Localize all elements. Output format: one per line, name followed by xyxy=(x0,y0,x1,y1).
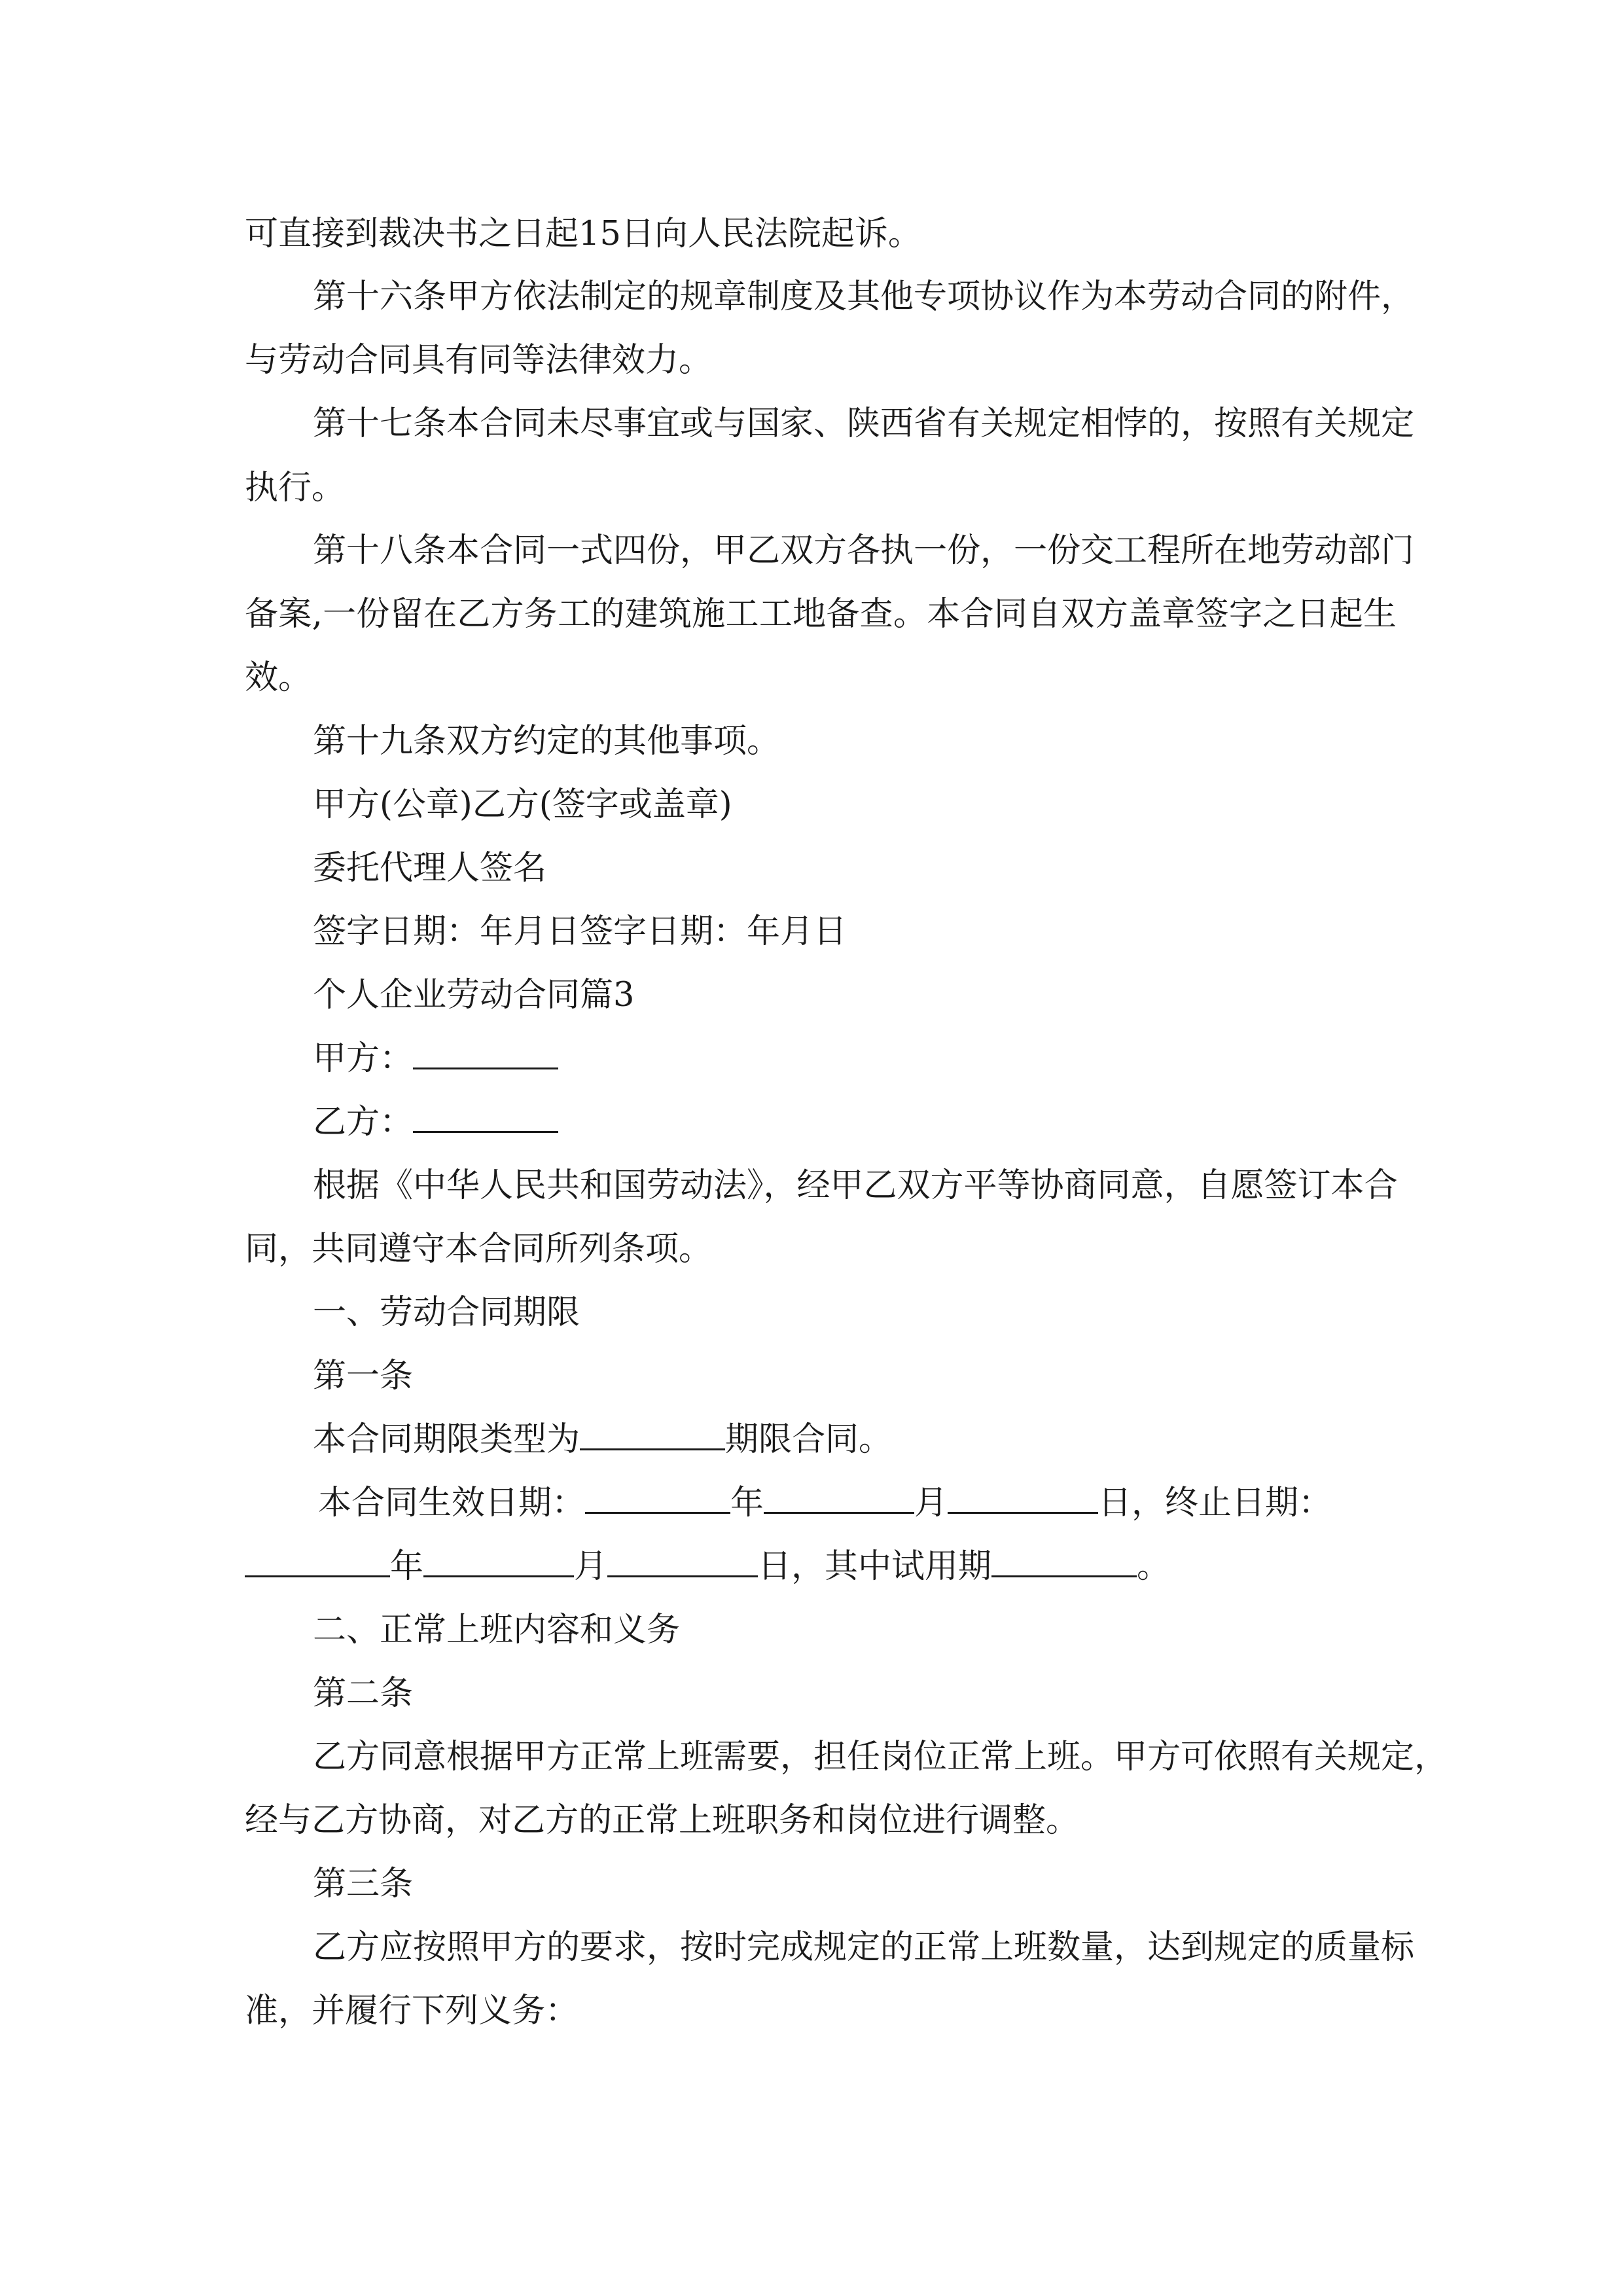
section-title: 个人企业劳动合同篇3 xyxy=(313,976,635,1014)
end-date-line xyxy=(245,1543,1397,1590)
year-label: 年 xyxy=(390,1547,424,1586)
chapter-1-title: 一、劳动合同期限 xyxy=(313,1293,580,1332)
term-type-line xyxy=(313,1416,1397,1463)
party-b-line xyxy=(313,1099,1397,1146)
term-type-prefix: 本合同期限类型为 xyxy=(313,1420,580,1459)
article-16-line-1: 第十六条甲方依法制定的规章制度及其他专项协议作为本劳动合同的附件， xyxy=(313,278,1415,316)
effective-date-label: 本合同生效日期： xyxy=(318,1484,586,1522)
article-2-line-2: 经与乙方协商，对乙方的正常上班职务和岗位进行调整。 xyxy=(245,1801,1080,1840)
end-day-blank xyxy=(607,1547,758,1577)
term-type-suffix: 期限合同。 xyxy=(725,1420,893,1459)
party-b-blank xyxy=(413,1102,558,1133)
end-year-blank xyxy=(245,1547,390,1577)
article-3-title: 第三条 xyxy=(313,1865,414,1903)
preamble-line-2: 同，共同遵守本合同所列条项。 xyxy=(245,1230,713,1268)
signature-parties-line: 甲方(公章)乙方(签字或盖章) xyxy=(313,785,732,824)
effective-day-blank xyxy=(948,1483,1098,1514)
article-2-title: 第二条 xyxy=(313,1674,414,1713)
article-17-line-2: 执行。 xyxy=(245,469,346,507)
year-label: 年 xyxy=(730,1484,764,1522)
end-month-blank xyxy=(423,1547,574,1577)
end-date-label: 日，终止日期： xyxy=(1098,1484,1332,1522)
article-18-line-1: 第十八条本合同一式四份，甲乙双方各执一份，一份交工程所在地劳动部门 xyxy=(313,531,1415,570)
party-b-label: 乙方： xyxy=(313,1103,414,1141)
article-19-line: 第十九条双方约定的其他事项。 xyxy=(313,722,781,761)
probation-blank xyxy=(991,1547,1137,1577)
agent-signature-line: 委托代理人签名 xyxy=(313,849,547,888)
probation-label: 日，其中试用期 xyxy=(758,1547,992,1586)
party-a-label: 甲方： xyxy=(313,1039,414,1078)
effective-date-line xyxy=(318,1480,1397,1527)
article-17-line-1: 第十七条本合同未尽事宜或与国家、陕西省有关规定相悖的，按照有关规定 xyxy=(313,404,1415,443)
chapter-2-title: 二、正常上班内容和义务 xyxy=(313,1611,681,1649)
article-18-line-2: 备案,一份留在乙方务工的建筑施工工地备查。本合同自双方盖章签字之日起生 xyxy=(245,595,1397,634)
term-type-blank xyxy=(580,1420,725,1450)
preamble-line-1: 根据《中华人民共和国劳动法》，经甲乙双方平等协商同意，自愿签订本合 xyxy=(313,1166,1398,1205)
paragraph-line: 可直接到裁决书之日起15日向人民法院起诉。 xyxy=(245,215,921,253)
article-2-line-1: 乙方同意根据甲方正常上班需要，担任岗位正常上班。甲方可依照有关规定， xyxy=(313,1738,1448,1776)
article-16-line-2: 与劳动合同具有同等法律效力。 xyxy=(245,341,713,380)
month-label: 月 xyxy=(914,1484,948,1522)
party-a-line xyxy=(313,1035,1397,1083)
article-18-line-3: 效。 xyxy=(245,658,312,697)
period-mark: 。 xyxy=(1137,1547,1171,1586)
article-3-line-1: 乙方应按照甲方的要求，按时完成规定的正常上班数量，达到规定的质量标 xyxy=(313,1928,1415,1967)
article-1-title: 第一条 xyxy=(313,1357,414,1395)
effective-month-blank xyxy=(764,1483,914,1514)
party-a-blank xyxy=(413,1039,558,1069)
month-label: 月 xyxy=(574,1547,608,1586)
signature-date-line: 签字日期：年月日签字日期：年月日 xyxy=(313,912,847,951)
article-3-line-2: 准，并履行下列义务： xyxy=(245,1992,579,2030)
effective-year-blank xyxy=(585,1483,730,1514)
